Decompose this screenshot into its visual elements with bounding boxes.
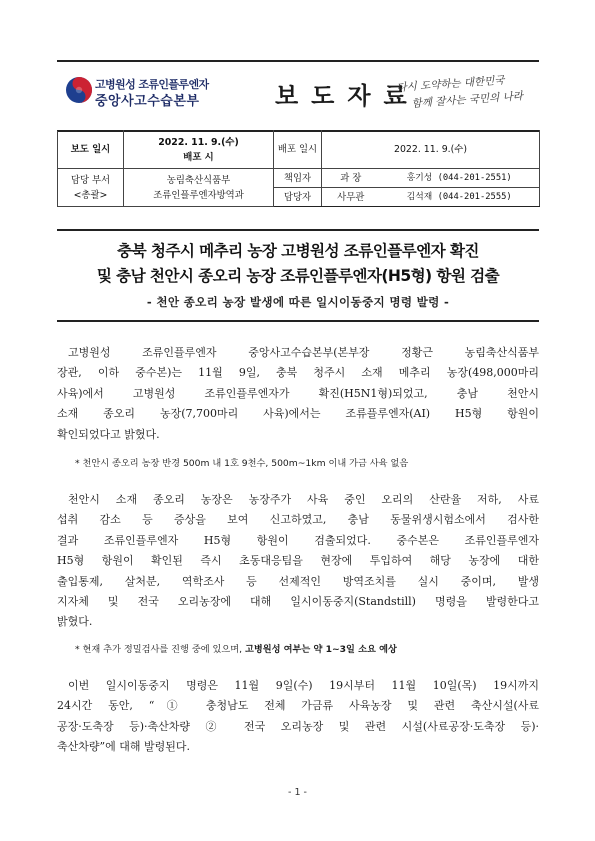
release-info-table bbox=[57, 130, 540, 207]
footnote-1: * 천안시 종오리 농장 반경 500m 내 1호 9천수, 500m~1km 이내 가금 사육 없음 bbox=[75, 458, 409, 469]
paragraph-3 bbox=[57, 676, 539, 758]
footnote-2-emphasis: 고병원성 여부는 약 1~3일 소요 예상 bbox=[244, 644, 397, 655]
paragraph-2-line: 섭취 감소 등 증상을 보여 신고하였고, 충남 동물위생시험소에서 검사한 bbox=[57, 513, 539, 527]
paragraph-1-line: 고병원성 조류인플루엔자 중앙사고수습본부(본부장 정황근 농림축산식품부 bbox=[68, 346, 539, 359]
paragraph-3-line: 이번 일시이동중지 명령은 11월 9일(수) 19시부터 11월 10일(목) 19시까지 bbox=[68, 679, 539, 692]
department-name-2: 조류인플루엔자방역과 bbox=[153, 189, 244, 201]
department-label-cell bbox=[58, 169, 124, 207]
headline-line-1: 충북 청주시 메추리 농장 고병원성 조류인플루엔자 확진 bbox=[117, 242, 479, 260]
org-line-1: 고병원성 조류인플루엔자 bbox=[95, 78, 209, 91]
paragraph-3-line: 축산차량”에 대해 발령된다. bbox=[57, 740, 190, 754]
paragraph-2-line: 밝혔다. bbox=[57, 615, 93, 629]
footnote-2 bbox=[75, 641, 539, 655]
document-type-title: 보도자료 bbox=[275, 82, 420, 110]
document-header bbox=[57, 60, 539, 132]
paragraph-2-line: 결과 조류인플루엔자 H5형 항원이 검출되었다. 중수본은 조류인플루엔자 bbox=[57, 533, 539, 547]
taegeuk-emblem-icon bbox=[65, 76, 93, 104]
paragraph-2-line: H5형 항원이 확인된 즉시 초동대응팀을 현장에 투입하여 해당 농장에 대한 bbox=[57, 554, 539, 568]
staff-title: 사무관 bbox=[322, 188, 380, 207]
department-name-cell bbox=[124, 169, 274, 207]
headline-box bbox=[57, 229, 539, 322]
release-date: 2022. 11. 9.(수) bbox=[158, 136, 239, 148]
release-time-cell bbox=[124, 131, 274, 169]
organization-name bbox=[95, 76, 209, 110]
staff-contact: 김석재 (044-201-2555) bbox=[380, 188, 540, 207]
paragraph-2-line: 천안시 소재 종오리 농장은 농장주가 사육 중인 오리의 산란율 저하, 사료 bbox=[68, 493, 539, 506]
department-sublabel: <총괄> bbox=[73, 189, 108, 201]
paragraph-1 bbox=[57, 343, 539, 445]
manager-title: 과 장 bbox=[322, 169, 380, 188]
manager-contact: 홍기성 (044-201-2551) bbox=[380, 169, 540, 188]
page-number: - 1 - bbox=[288, 787, 307, 798]
paragraph-2 bbox=[57, 490, 539, 633]
footnote-2-text: * 현재 추가 정밀검사를 진행 중에 있으며, bbox=[75, 644, 245, 655]
distribution-label: 배포 일시 bbox=[274, 131, 322, 169]
org-line-2: 중앙사고수습본부 bbox=[95, 94, 200, 109]
distribution-date: 2022. 11. 9.(수) bbox=[322, 131, 540, 169]
paragraph-2-line: 지자체 및 전국 오리농장에 대해 일시이동중지(Standstill) 명령을 발령한다고 bbox=[57, 595, 539, 609]
paragraph-3-line: 공장·도축장 등)·축산차량 ② 전국 오리농장 및 관련 시설(사료공장·도축장 등)· bbox=[57, 719, 539, 733]
release-time-label: 보도 일시 bbox=[58, 131, 124, 169]
department-label: 담당 부서 bbox=[70, 174, 111, 186]
paragraph-2-line: 출입통제, 살처분, 역학조사 등 선제적인 방역조치를 실시 중이며, 발생 bbox=[57, 574, 539, 588]
paragraph-1-line: 확인되었다고 밝혔다. bbox=[57, 427, 160, 441]
paragraph-1-line: 장관, 이하 중수본)는 11월 9일, 충북 청주시 소재 메추리 농장(498,000마리 bbox=[57, 366, 539, 380]
paragraph-1-line: 소재 종오리 농장(7,700마리 사육)에서는 조류플루엔자(AI) H5형 항원이 bbox=[57, 407, 539, 421]
headline-subtitle: - 천안 종오리 농장 발생에 따른 일시이동중지 명령 발령 - bbox=[146, 295, 450, 309]
headline-line-2: 및 충남 천안시 종오리 농장 조류인플루엔자(H5형) 항원 검출 bbox=[96, 267, 500, 285]
manager-label: 책임자 bbox=[274, 169, 322, 188]
department-name-1: 농림축산식품부 bbox=[166, 174, 231, 186]
staff-label: 담당자 bbox=[274, 188, 322, 207]
paragraph-1-line: 사육)에서 고병원성 조류인플루엔자가 확진(H5N1형)되었고, 충남 천안시 bbox=[57, 386, 539, 400]
paragraph-3-line: 24시간 동안, “① 충청남도 전체 가금류 사육농장 및 관련 축산시설(사료 bbox=[57, 699, 539, 713]
slogan-line-2: 함께 잘사는 국민의 나라 bbox=[411, 90, 524, 110]
slogan-line-1: 다시 도약하는 대한민국 bbox=[396, 74, 505, 94]
release-note: 배포 시 bbox=[183, 151, 214, 163]
